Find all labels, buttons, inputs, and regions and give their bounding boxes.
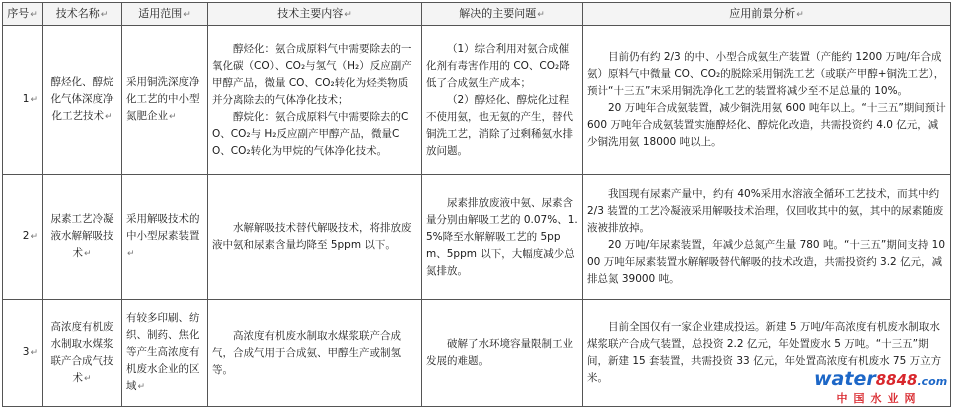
prospect-paragraph: 20 万吨年合成氨装置，减少铜洗用氨 600 吨年以上。“十三五”期间预计 600 万吨年合成氨装置实施醇烃化、醇烷化改造，共需投资约 4.0 亿元，减少铜洗用氨 18000 吨以上。 (587, 102, 946, 148)
problem-paragraph: 破解了水环境容量限制工业发展的难题。 (426, 338, 573, 367)
watermark-brand: water8848.com (814, 368, 948, 390)
prospect-analysis (583, 26, 951, 175)
prospect-paragraph: 20 万吨/年尿素装置，年减少总氮产生量 780 吨。“十三五”期间支持 1000 万吨年尿素装置水解解吸替代解吸的技术改造，共需投资约 3.2 亿元，减排总氮 39000 吨。 (587, 239, 946, 285)
col-header-prospect: 应用前景分析↵ (583, 3, 951, 26)
row-number: 2↵ (3, 175, 43, 300)
col-header-no: 序号↵ (3, 3, 43, 26)
problems-solved (422, 175, 583, 300)
content-paragraph: 高浓度有机废水制取水煤浆联产合成气，合成气用于合成氨、甲醇生产或制氢等。 (212, 329, 401, 376)
problems-solved (422, 300, 583, 407)
table-row (3, 300, 951, 407)
prospect-paragraph: 我国现有尿素产量中，约有 40%采用水溶液全循环工艺技术，而其中约 2/3 装置的工艺冷凝液采用解吸技术治理，仅回收其中的氨，其中的尿素随废液被排放掉。 (587, 188, 944, 234)
prospect-analysis (583, 175, 951, 300)
technology-name: 尿素工艺冷凝液水解解吸技术↵ (43, 175, 122, 300)
header-row (3, 3, 951, 26)
col-header-scope: 适用范围↵ (122, 3, 208, 26)
problem-paragraph: （1）综合利用对氨合成催化剂有毒害作用的 CO、CO₂降低了合成氨生产成本； (426, 42, 570, 89)
row-number: 1↵ (3, 26, 43, 175)
col-header-name: 技术名称↵ (43, 3, 122, 26)
main-content (208, 26, 422, 175)
col-header-content: 技术主要内容↵ (208, 3, 422, 26)
row-number: 3↵ (3, 300, 43, 407)
application-scope: 有较多印刷、纺织、制药、焦化等产生高浓度有机废水企业的区域↵ (122, 300, 208, 407)
technology-name: 醇烃化、醇烷化气体深度净化工艺技术↵ (43, 26, 122, 175)
content-paragraph: 醇烷化：氨合成原料气中需要除去的CO、CO₂与 H₂反应副产甲醇产品，微量CO、CO₂转化为甲烷的气体净化技术。 (212, 110, 409, 157)
content-paragraph: 水解解吸技术替代解吸技术，将排放废液中氨和尿素含量均降至 5ppm 以下。 (212, 222, 412, 251)
technology-name: 高浓度有机废水制取水煤浆联产合成气技术↵ (43, 300, 122, 407)
prospect-paragraph: 目前全国仅有一家企业建成投运。新建 5 万吨/年高浓度有机废水制取水煤浆联产合成气装置，总投资 2.2 亿元，年处置废水 5 万吨。“十三五”期间，新建 15 套装置，共需投资 33 亿元，年处置高浓度有机废水 75 万立方米。 (587, 321, 942, 384)
problem-paragraph: （2）醇烃化、醇烷化过程不使用氨，也无氨的产生，替代铜洗工艺，消除了过剩稀氨水排放问题。 (426, 93, 573, 157)
table-row (3, 26, 951, 175)
problem-paragraph: 尿素排放废液中氨、尿素含量分别由解吸工艺的 0.07%、1.5%降至水解解吸工艺的 5ppm、5ppm 以下，大幅度减少总氮排放。 (426, 196, 578, 277)
table-row (3, 175, 951, 300)
main-content (208, 300, 422, 407)
main-content (208, 175, 422, 300)
prospect-analysis (583, 300, 951, 407)
prospect-paragraph: 目前仍有约 2/3 的中、小型合成氨生产装置（产能约 1200 万吨/年合成氨）原料气中微量 CO、CO₂的脱除采用铜洗工艺（或联产甲醇+铜洗工艺），预计“十三五”末采用铜洗净化工艺的装置将减少至不足总量的 10%。 (587, 51, 945, 97)
application-scope: 采用铜洗深度净化工艺的中小型氮肥企业↵ (122, 26, 208, 175)
problems-solved (422, 26, 583, 175)
application-scope: 采用解吸技术的中小型尿素装置↵ (122, 175, 208, 300)
col-header-problems: 解决的主要问题↵ (422, 3, 583, 26)
content-paragraph: 醇烃化：氨合成原料气中需要除去的一氧化碳（CO）、CO₂与氢气（H₂）反应副产甲醇产品，微量 CO、CO₂转化为烃类物质并分离除去的气体净化技术； (212, 42, 412, 106)
watermark-tagline: 中国水业网 (836, 392, 922, 405)
technology-table (2, 2, 951, 407)
